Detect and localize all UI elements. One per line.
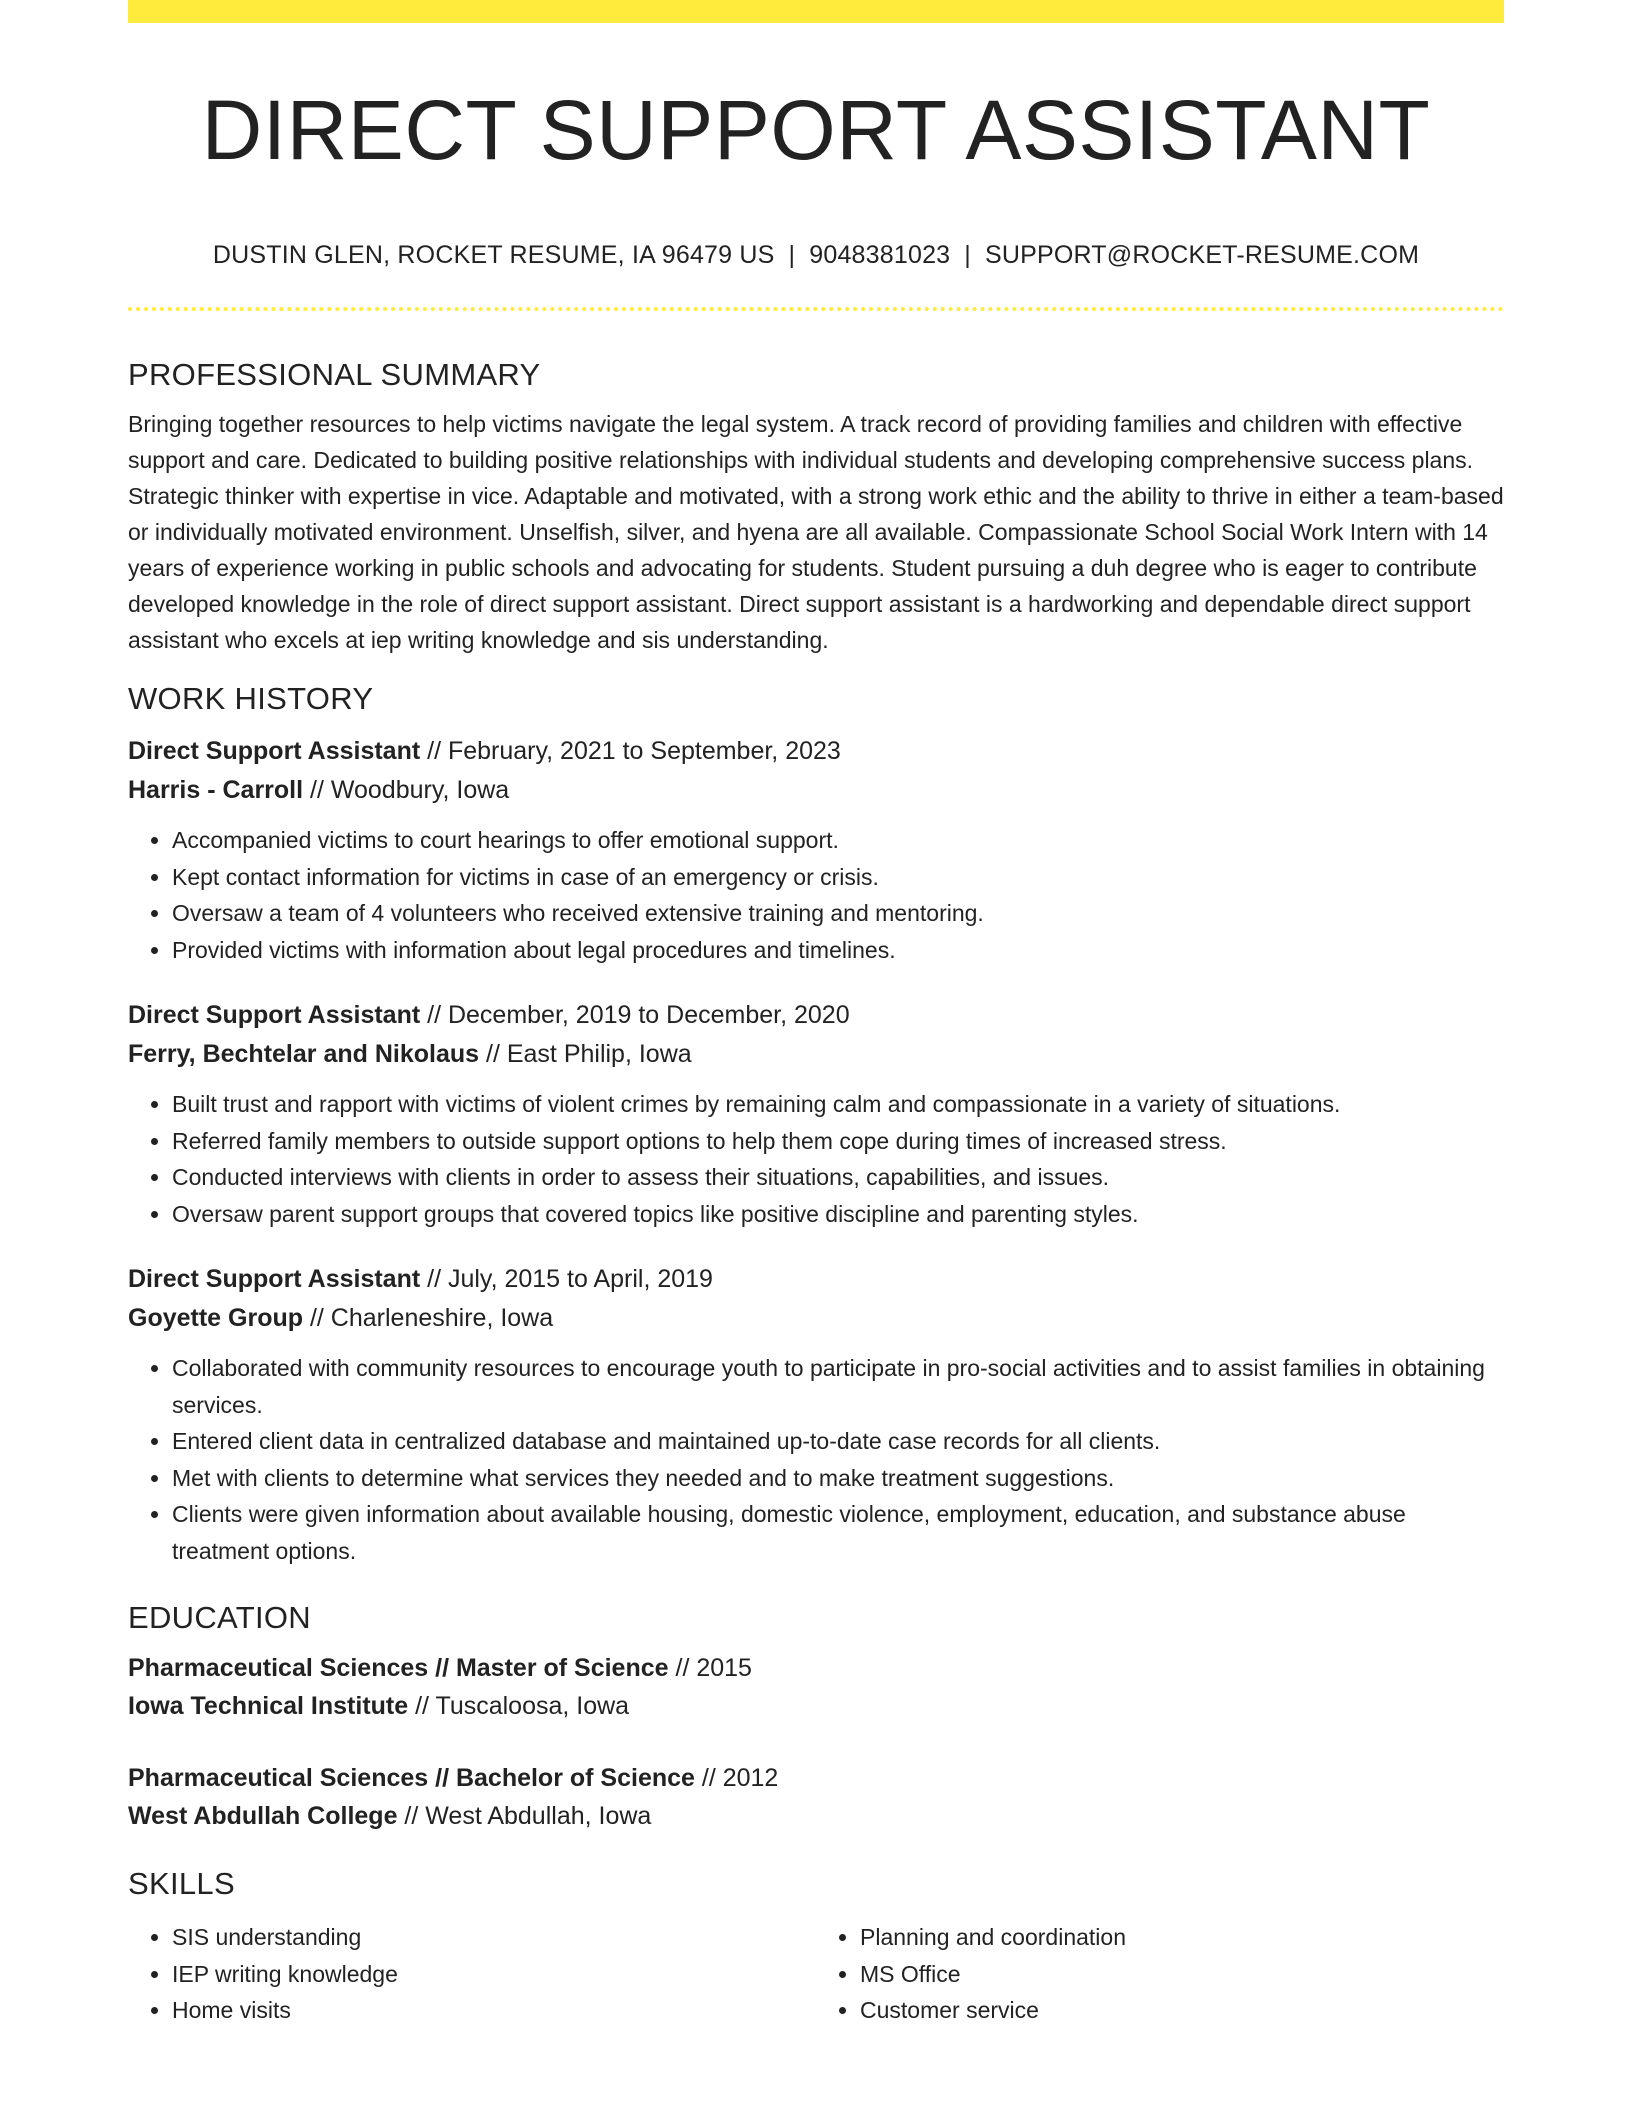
job-dates: // February, 2021 to September, 2023 [420, 737, 841, 765]
job-entry [128, 1260, 1504, 1569]
job-title: Direct Support Assistant [128, 1265, 421, 1293]
skills-section [128, 1859, 1504, 2029]
summary-heading: PROFESSIONAL SUMMARY [128, 357, 541, 392]
page-title: DIRECT SUPPORT ASSISTANT [201, 83, 1431, 177]
job-company-line [128, 1035, 1504, 1074]
header-divider [128, 307, 1504, 311]
education-location: // Tuscaloosa, Iowa [408, 1692, 630, 1720]
job-bullet: • Provided victims with information about legal procedures and timelines. [172, 932, 1504, 969]
contact-email: SUPPORT@ROCKET-RESUME.COM [984, 241, 1420, 269]
education-entry [128, 1759, 1504, 1835]
job-bullet: • Conducted interviews with clients in order to assess their situations, capabilities, and issues. [172, 1159, 1504, 1196]
work-history-heading: WORK HISTORY [128, 681, 374, 716]
job-bullet: • Referred family members to outside support options to help them cope during times of increased stress. [172, 1123, 1504, 1160]
job-location: // Charleneshire, Iowa [303, 1304, 554, 1332]
job-bullet: • Accompanied victims to court hearings to offer emotional support. [172, 822, 1504, 859]
job-bullet: • Collaborated with community resources to encourage youth to participate in pro-social activities and to assist families in obtaining services. [172, 1350, 1504, 1423]
education-degree: Pharmaceutical Sciences // Master of Science [128, 1654, 669, 1682]
education-entry [128, 1649, 1504, 1725]
job-title: Direct Support Assistant [128, 1001, 421, 1029]
job-bullet: • Built trust and rapport with victims of violent crimes by remaining calm and compassionate in a variety of situations. [172, 1086, 1504, 1123]
contact-line [128, 238, 1504, 272]
education-school-line [128, 1797, 1504, 1835]
contact-separator: | [788, 241, 796, 269]
job-company: Harris - Carroll [128, 776, 304, 804]
skills-columns [128, 1909, 1504, 2029]
job-bullet: • Clients were given information about available housing, domestic violence, employment, education, and substance abuse treatment options. [172, 1496, 1504, 1569]
job-bullet: • Kept contact information for victims in case of an emergency or crisis. [172, 859, 1504, 896]
skills-right-list [816, 1919, 1504, 2029]
job-bullet: • Oversaw a team of 4 volunteers who received extensive training and mentoring. [172, 895, 1504, 932]
education-degree: Pharmaceutical Sciences // Bachelor of Science [128, 1764, 695, 1792]
resume-body [128, 350, 1504, 2029]
job-location: // East Philip, Iowa [479, 1040, 692, 1068]
job-title-line [128, 996, 1504, 1035]
skill-item: • MS Office [860, 1956, 1504, 1993]
job-entry [128, 996, 1504, 1232]
education-school: Iowa Technical Institute [128, 1692, 409, 1720]
job-location: // Woodbury, Iowa [303, 776, 510, 804]
education-year: // 2015 [668, 1654, 752, 1682]
job-bullets [128, 1086, 1504, 1232]
job-bullets [128, 1350, 1504, 1569]
skill-item: • SIS understanding [172, 1919, 816, 1956]
education-school: West Abdullah College [128, 1802, 398, 1830]
job-company-line [128, 1299, 1504, 1338]
job-title-line [128, 1260, 1504, 1299]
skill-item: • Home visits [172, 1992, 816, 2029]
job-entry [128, 732, 1504, 968]
education-location: // West Abdullah, Iowa [397, 1802, 652, 1830]
contact-phone: 9048381023 [809, 241, 951, 269]
job-company: Goyette Group [128, 1304, 304, 1332]
job-company-line [128, 771, 1504, 810]
contact-address: DUSTIN GLEN, ROCKET RESUME, IA 96479 US [212, 241, 775, 269]
summary-text: Bringing together resources to help victims navigate the legal system. A track record of providing families and children with effective support and care. Dedicated to building positive relationships with individual students and developing comprehensive success plans. Strategic thinker with expertise in vice. Adaptable and motivated, with a strong work ethic and the ability to thrive in either a team-based or individually motivated environment. Unselfish, silver, and hyena are all available. Compassionate School Social Work Intern with 14 years of experience working in public schools and advocating for students. Student pursuing a duh degree who is eager to contribute developed knowledge in the role of direct support assistant. Direct support assistant is a hardworking and dependable direct support assistant who excels at iep writing knowledge and sis understanding. [128, 411, 1504, 653]
skill-item: • Planning and coordination [860, 1919, 1504, 1956]
work-history-section [128, 674, 1504, 1569]
job-dates: // December, 2019 to December, 2020 [420, 1001, 850, 1029]
education-degree-line [128, 1649, 1504, 1687]
skill-item: • IEP writing knowledge [172, 1956, 816, 1993]
education-degree-line [128, 1759, 1504, 1797]
job-bullet: • Met with clients to determine what services they needed and to make treatment suggestions. [172, 1460, 1504, 1497]
job-bullet: • Entered client data in centralized database and maintained up-to-date case records for all clients. [172, 1423, 1504, 1460]
education-section [128, 1593, 1504, 1835]
skills-heading: SKILLS [128, 1866, 235, 1901]
education-year: // 2012 [694, 1764, 779, 1792]
top-accent-bar [128, 0, 1504, 23]
skills-left-list [128, 1919, 816, 2029]
job-company: Ferry, Bechtelar and Nikolaus [128, 1040, 480, 1068]
skill-item: • Customer service [860, 1992, 1504, 2029]
job-dates: // July, 2015 to April, 2019 [420, 1265, 713, 1293]
education-heading: EDUCATION [128, 1600, 311, 1635]
job-title-line [128, 732, 1504, 771]
job-bullet: • Oversaw parent support groups that covered topics like positive discipline and parenting styles. [172, 1196, 1504, 1233]
summary-section [128, 350, 1504, 658]
education-school-line [128, 1687, 1504, 1725]
contact-separator: | [964, 241, 971, 269]
job-bullets [128, 822, 1504, 968]
job-title: Direct Support Assistant [128, 737, 421, 765]
